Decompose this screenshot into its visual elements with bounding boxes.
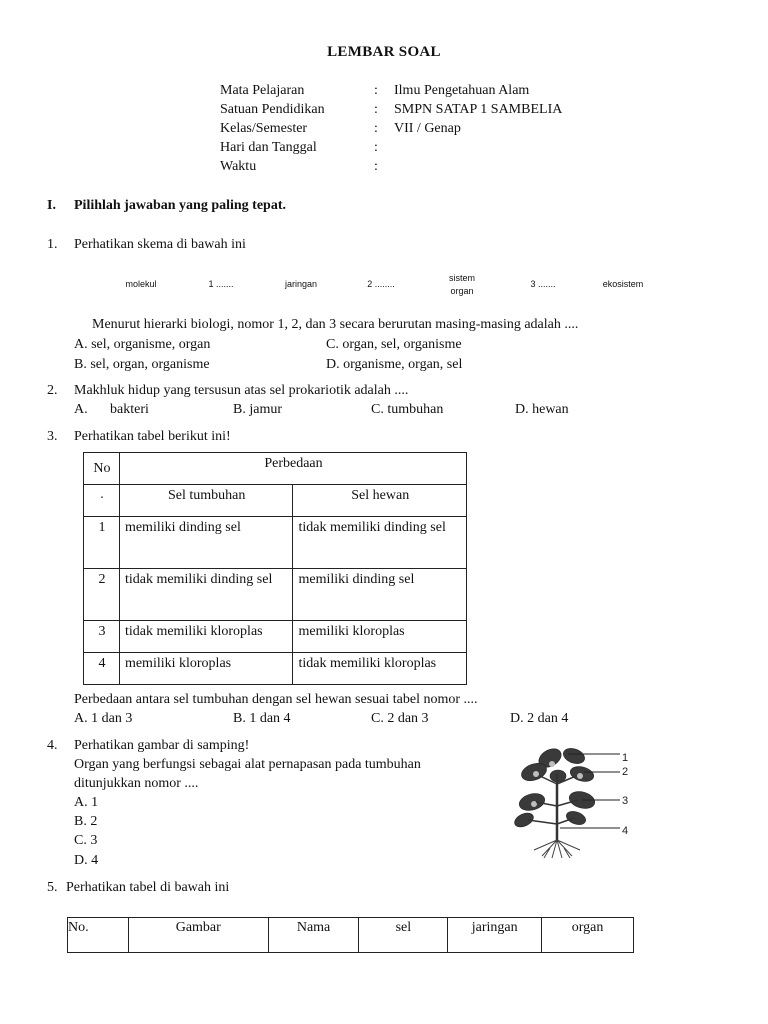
meta-value: VII / Genap xyxy=(394,121,461,136)
table-header-no-dot: . xyxy=(84,485,120,517)
schema-item: molekul xyxy=(125,279,157,289)
table-header-cell: No. xyxy=(68,918,129,953)
table-row xyxy=(84,517,467,569)
meta-value: SMPN SATAP 1 SAMBELIA xyxy=(394,102,563,117)
table-cell-plant: memiliki kloroplas xyxy=(119,653,293,685)
table-header-cell: Gambar xyxy=(128,918,268,953)
meta-value: Ilmu Pengetahuan Alam xyxy=(394,83,530,98)
table-cell-plant: tidak memiliki kloroplas xyxy=(119,621,293,653)
schema-item: jaringan xyxy=(284,279,318,289)
figure-label: 1 xyxy=(622,752,629,764)
schema-item: 3 ....... xyxy=(530,279,556,289)
table-cell-no: 3 xyxy=(84,621,120,653)
q1-option-a: A. sel, organisme, organ xyxy=(74,337,211,352)
table-cell-animal: memiliki dinding sel xyxy=(293,569,467,621)
q2-text: Makhluk hidup yang tersusun atas sel prokariotik adalah .... xyxy=(74,383,409,398)
q2-option-d: D. hewan xyxy=(515,402,569,417)
meta-colon: : xyxy=(374,83,378,98)
section-number: I. xyxy=(47,198,56,213)
cell-difference-table xyxy=(83,452,467,685)
meta-colon: : xyxy=(374,159,378,174)
meta-label: Mata Pelajaran xyxy=(220,83,305,98)
table-cell-animal: tidak memiliki kloroplas xyxy=(293,653,467,685)
q3-text: Perhatikan tabel berikut ini! xyxy=(74,429,231,444)
q1-option-d: D. organisme, organ, sel xyxy=(326,357,463,372)
q4-text: Perhatikan gambar di samping! xyxy=(74,738,250,753)
q4-line2: Organ yang berfungsi sebagai alat pernapasan pada tumbuhan xyxy=(74,757,421,772)
table-header-cell: jaringan xyxy=(448,918,542,953)
q3-option-c: C. 2 dan 3 xyxy=(371,711,429,726)
table-cell-animal: memiliki kloroplas xyxy=(293,621,467,653)
q2-option-a-letter: A. xyxy=(74,402,88,417)
q2-option-b: B. jamur xyxy=(233,402,282,417)
meta-colon: : xyxy=(374,140,378,155)
schema-item: ekosistem xyxy=(602,279,644,289)
schema-item: organ xyxy=(450,286,474,296)
figure-label: 4 xyxy=(622,825,629,837)
q4-option-c: C. 3 xyxy=(74,833,98,848)
meta-label: Hari dan Tanggal xyxy=(220,140,317,155)
section-heading: Pilihlah jawaban yang paling tepat. xyxy=(74,198,286,213)
q3-option-d: D. 2 dan 4 xyxy=(510,711,569,726)
q1-text: Perhatikan skema di bawah ini xyxy=(74,237,246,252)
table-header-animal: Sel hewan xyxy=(293,485,467,517)
table-row xyxy=(84,621,467,653)
figure-label: 2 xyxy=(622,766,629,778)
q3-prompt: Perbedaan antara sel tumbuhan dengan sel hewan sesuai tabel nomor .... xyxy=(74,692,478,707)
table-header-no xyxy=(84,453,120,485)
q1-option-b: B. sel, organ, organisme xyxy=(74,357,210,372)
meta-label: Kelas/Semester xyxy=(220,121,308,136)
meta-label: Waktu xyxy=(220,159,257,174)
table-cell-no: 2 xyxy=(84,569,120,621)
q1-number: 1. xyxy=(47,237,58,252)
table-cell-plant: tidak memiliki dinding sel xyxy=(119,569,293,621)
q4-option-b: B. 2 xyxy=(74,814,98,829)
table-header-row xyxy=(68,918,634,953)
schema-item: sistem xyxy=(448,273,476,283)
q4-number: 4. xyxy=(47,738,58,753)
q3-option-a: A. 1 dan 3 xyxy=(74,711,133,726)
schema-item: 2 ........ xyxy=(367,279,395,289)
q4-option-a: A. 1 xyxy=(74,795,99,810)
meta-colon: : xyxy=(374,121,378,136)
q5-table xyxy=(67,917,634,953)
table-cell-no: 1 xyxy=(84,517,120,569)
q2-option-a-text: bakteri xyxy=(110,402,149,417)
q1-prompt: Menurut hierarki biologi, nomor 1, 2, dan 3 secara berurutan masing-masing adalah .... xyxy=(92,317,579,332)
page-title: LEMBAR SOAL xyxy=(327,44,441,60)
table-header-cell: Nama xyxy=(268,918,359,953)
q3-number: 3. xyxy=(47,429,58,444)
q2-option-c: C. tumbuhan xyxy=(371,402,444,417)
q1-option-c: C. organ, sel, organisme xyxy=(326,337,462,352)
meta-colon: : xyxy=(374,102,378,117)
q2-number: 2. xyxy=(47,383,58,398)
table-header-no-text: No xyxy=(93,461,111,476)
q5-number: 5. xyxy=(47,880,58,895)
table-cell-animal: tidak memiliki dinding sel xyxy=(293,517,467,569)
schema-item: 1 ....... xyxy=(208,279,234,289)
plant-diagram-figure xyxy=(512,744,642,862)
table-header-group: Perbedaan xyxy=(119,453,466,485)
table-cell-no: 4 xyxy=(84,653,120,685)
table-header-cell: sel xyxy=(359,918,448,953)
q4-line3: ditunjukkan nomor .... xyxy=(74,776,199,791)
table-header-cell: organ xyxy=(542,918,634,953)
table-cell-plant: memiliki dinding sel xyxy=(119,517,293,569)
q4-option-d: D. 4 xyxy=(74,853,99,868)
table-row xyxy=(84,569,467,621)
q3-option-b: B. 1 dan 4 xyxy=(233,711,291,726)
figure-label: 3 xyxy=(622,795,629,807)
q5-text: Perhatikan tabel di bawah ini xyxy=(66,880,230,895)
table-header-plant: Sel tumbuhan xyxy=(119,485,293,517)
meta-label: Satuan Pendidikan xyxy=(220,102,325,117)
table-row xyxy=(84,653,467,685)
